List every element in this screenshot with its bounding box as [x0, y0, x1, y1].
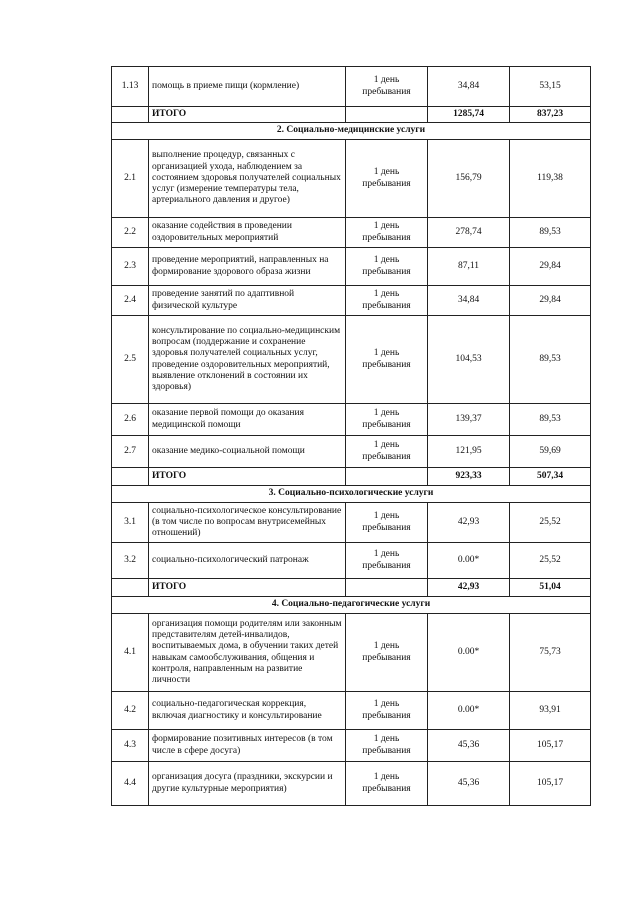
services-table-body — [112, 67, 591, 806]
service-row — [112, 436, 591, 468]
service-row — [112, 730, 591, 762]
service-description: социально-психологическое консультирование (в том числе по вопросам внутрисемейных отношений) — [149, 503, 346, 543]
row-number: 4.4 — [112, 762, 149, 806]
service-row — [112, 316, 591, 404]
row-number: 2.5 — [112, 316, 149, 404]
unit-of-service: 1 день пребывания — [346, 543, 428, 579]
total-row — [112, 107, 591, 123]
tariff-value-1: 42,93 — [428, 503, 510, 543]
tariff-value-2: 53,15 — [510, 67, 591, 107]
service-description: консультирование по социально-медицинским вопросам (поддержание и сохранение здоровья получателей социальных услуг, проведение оздоровительных мероприятий, выявление отклонений в состоянии их здоровья) — [149, 316, 346, 404]
unit-of-service: 1 день пребывания — [346, 762, 428, 806]
tariff-value-1: 121,95 — [428, 436, 510, 468]
unit-of-service: 1 день пребывания — [346, 404, 428, 436]
section-header-row — [112, 597, 591, 614]
row-number: 2.3 — [112, 248, 149, 286]
row-number: 4.1 — [112, 614, 149, 692]
service-row — [112, 762, 591, 806]
service-row — [112, 614, 591, 692]
service-description: помощь в приеме пищи (кормление) — [149, 67, 346, 107]
tariff-value-1: 0.00* — [428, 614, 510, 692]
total-value-2: 507,34 — [510, 468, 591, 486]
unit-of-service: 1 день пребывания — [346, 730, 428, 762]
service-row — [112, 140, 591, 218]
service-description: организация досуга (праздники, экскурсии и другие культурные мероприятия) — [149, 762, 346, 806]
row-number: 1.13 — [112, 67, 149, 107]
unit-of-service: 1 день пребывания — [346, 286, 428, 316]
tariff-value-1: 278,74 — [428, 218, 510, 248]
section-title: 4. Социально-педагогические услуги — [112, 597, 591, 614]
service-row — [112, 286, 591, 316]
unit-of-service: 1 день пребывания — [346, 140, 428, 218]
tariff-value-2: 75,73 — [510, 614, 591, 692]
tariff-value-2: 59,69 — [510, 436, 591, 468]
row-number — [112, 107, 149, 123]
unit-of-service: 1 день пребывания — [346, 503, 428, 543]
unit-of-service: 1 день пребывания — [346, 218, 428, 248]
row-number: 2.4 — [112, 286, 149, 316]
row-number: 2.6 — [112, 404, 149, 436]
section-header-row — [112, 486, 591, 503]
service-row — [112, 218, 591, 248]
total-row — [112, 468, 591, 486]
service-description: проведение мероприятий, направленных на формирование здорового образа жизни — [149, 248, 346, 286]
unit-of-service: 1 день пребывания — [346, 316, 428, 404]
unit-cell — [346, 579, 428, 597]
unit-cell — [346, 107, 428, 123]
total-row — [112, 579, 591, 597]
unit-of-service: 1 день пребывания — [346, 248, 428, 286]
service-description: оказание первой помощи до оказания медицинской помощи — [149, 404, 346, 436]
total-value-1: 42,93 — [428, 579, 510, 597]
service-description: социально-педагогическая коррекция, включая диагностику и консультирование — [149, 692, 346, 730]
tariff-value-1: 87,11 — [428, 248, 510, 286]
tariff-value-1: 156,79 — [428, 140, 510, 218]
service-row — [112, 404, 591, 436]
unit-of-service: 1 день пребывания — [346, 614, 428, 692]
tariff-value-1: 34,84 — [428, 286, 510, 316]
unit-of-service: 1 день пребывания — [346, 67, 428, 107]
service-description: организация помощи родителям или законным представителям детей-инвалидов, воспитываемых дома, в обучении таких детей навыкам самообслуживания, общения и контроля, направленным на развитие личности — [149, 614, 346, 692]
tariff-value-2: 25,52 — [510, 543, 591, 579]
total-label: ИТОГО — [149, 468, 346, 486]
service-row — [112, 67, 591, 107]
tariff-value-1: 0.00* — [428, 543, 510, 579]
tariff-value-2: 119,38 — [510, 140, 591, 218]
row-number: 4.2 — [112, 692, 149, 730]
row-number: 4.3 — [112, 730, 149, 762]
service-description: оказание содействия в проведении оздоровительных мероприятий — [149, 218, 346, 248]
row-number — [112, 468, 149, 486]
service-description: выполнение процедур, связанных с организацией ухода, наблюдением за состоянием здоровья получателей социальных услуг (измерение температуры тела, артериального давления и другое) — [149, 140, 346, 218]
section-title: 3. Социально-психологические услуги — [112, 486, 591, 503]
tariff-value-1: 0.00* — [428, 692, 510, 730]
total-value-1: 1285,74 — [428, 107, 510, 123]
tariff-value-1: 45,36 — [428, 730, 510, 762]
tariff-value-2: 105,17 — [510, 730, 591, 762]
unit-of-service: 1 день пребывания — [346, 436, 428, 468]
tariff-value-1: 104,53 — [428, 316, 510, 404]
tariff-value-2: 25,52 — [510, 503, 591, 543]
tariff-value-2: 89,53 — [510, 316, 591, 404]
row-number: 2.2 — [112, 218, 149, 248]
service-row — [112, 503, 591, 543]
unit-cell — [346, 468, 428, 486]
total-label: ИТОГО — [149, 579, 346, 597]
tariff-value-2: 93,91 — [510, 692, 591, 730]
row-number — [112, 579, 149, 597]
row-number: 3.2 — [112, 543, 149, 579]
section-header-row — [112, 123, 591, 140]
service-description: формирование позитивных интересов (в том числе в сфере досуга) — [149, 730, 346, 762]
services-table — [111, 66, 591, 806]
section-title: 2. Социально-медицинские услуги — [112, 123, 591, 140]
row-number: 2.1 — [112, 140, 149, 218]
unit-of-service: 1 день пребывания — [346, 692, 428, 730]
service-row — [112, 543, 591, 579]
service-description: оказание медико-социальной помощи — [149, 436, 346, 468]
tariff-value-2: 89,53 — [510, 404, 591, 436]
tariff-value-1: 45,36 — [428, 762, 510, 806]
service-row — [112, 692, 591, 730]
total-label: ИТОГО — [149, 107, 346, 123]
tariff-value-1: 34,84 — [428, 67, 510, 107]
total-value-1: 923,33 — [428, 468, 510, 486]
tariff-value-1: 139,37 — [428, 404, 510, 436]
tariff-value-2: 29,84 — [510, 248, 591, 286]
service-description: социально-психологический патронаж — [149, 543, 346, 579]
tariff-value-2: 29,84 — [510, 286, 591, 316]
total-value-2: 837,23 — [510, 107, 591, 123]
service-description: проведение занятий по адаптивной физической культуре — [149, 286, 346, 316]
service-row — [112, 248, 591, 286]
tariff-value-2: 105,17 — [510, 762, 591, 806]
row-number: 2.7 — [112, 436, 149, 468]
row-number: 3.1 — [112, 503, 149, 543]
tariff-value-2: 89,53 — [510, 218, 591, 248]
total-value-2: 51,04 — [510, 579, 591, 597]
